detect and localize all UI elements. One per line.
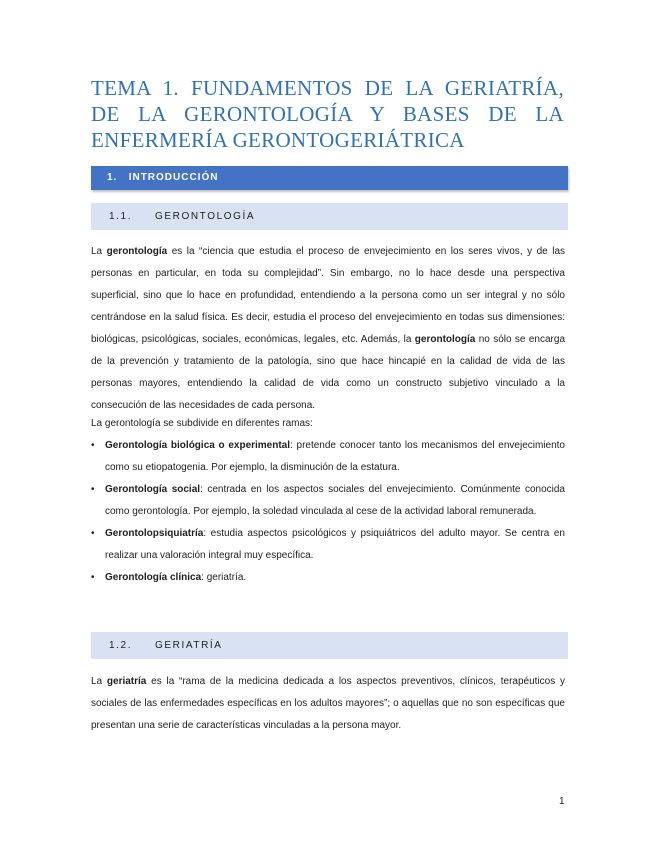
section-number: 1. [107, 172, 118, 183]
list-item [91, 435, 565, 479]
branch-text: : geriatría. [201, 572, 247, 583]
branch-text: : centrada en los aspectos sociales del envejecimiento. Comúnmente conocida como gerontología. Por ejemplo, la soledad vinculada al cese de la actividad laboral remunerada. [105, 484, 565, 517]
text-run: La [91, 676, 107, 687]
section-heading-introduccion [91, 166, 568, 190]
paragraph-gerontologia-definition [91, 241, 565, 417]
term-gerontologia: gerontología [414, 334, 476, 345]
branch-text: : pretende conocer tanto los mecanismos del envejecimiento como su etiopatogenia. Por ejemplo, la disminución de la estatura. [105, 440, 565, 473]
subsection-heading-gerontologia [91, 203, 568, 230]
bullet-icon: • [91, 528, 95, 539]
branch-term: Gerontolopsiquiatría [105, 528, 204, 539]
text-run: La [91, 246, 107, 257]
subsection-number: 1.2. [109, 640, 133, 651]
text-run: es la “ciencia que estudia el proceso de envejecimiento en los seres vivos, y de las personas en particular, en toda su complejidad”. Sin embargo, no lo hace desde una perspectiva superficial, sino que lo hace en profundidad, entendiendo a la persona como un ser integral y no sólo centrándose en la salud física. Es decir, estudia el proceso del envejecimiento en todas sus dimensiones: biológicas, psicológicas, sociales, económicas, legales, etc. Además, la [91, 246, 566, 345]
branch-text: : estudia aspectos psicológicos y psiquiátricos del adulto mayor. Se centra en realizar una valoración integral muy específica. [105, 528, 565, 561]
subsection-number: 1.1. [109, 211, 133, 222]
subsection-heading-geriatria [91, 632, 568, 659]
branch-term: Gerontología biológica o experimental [105, 440, 291, 451]
document-title: TEMA 1. FUNDAMENTOS DE LA GERIATRÍA, DE LA GERONTOLOGÍA Y BASES DE LA ENFERMERÍA GERONTOGERIÁTRICA [91, 76, 564, 152]
page-number: 1 [559, 796, 565, 807]
bullet-icon: • [91, 572, 95, 583]
term-gerontologia: gerontología [106, 246, 168, 257]
paragraph-geriatria-definition [91, 671, 565, 737]
list-item [91, 479, 565, 523]
term-geriatria: geriatría [106, 676, 147, 687]
subsection-label: GERONTOLOGÍA [155, 211, 256, 222]
list-item [91, 523, 565, 567]
paragraph-branches-intro: La gerontología se subdivide en diferentes ramas: [91, 418, 313, 429]
list-item [91, 567, 565, 589]
branch-term: Gerontología clínica [105, 572, 202, 583]
text-run: no sólo se encarga de la prevención y tratamiento de la patología, sino que hace hincapié en la calidad de vida de las personas mayores, entendiendo la calidad de vida como un constructo subjetivo vinculado a la consecución de las necesidades de cada persona. [91, 334, 566, 411]
bullet-icon: • [91, 440, 95, 451]
text-run: es la “rama de la medicina dedicada a los aspectos preventivos, clínicos, terapéuticos y sociales de las enfermedades específicas en los adultos mayores”; o aquellas que no son específicas que presentan una serie de características vinculadas a la persona mayor. [91, 676, 566, 731]
bullet-icon: • [91, 484, 95, 495]
subsection-label: GERIATRÍA [155, 640, 223, 651]
branches-list [91, 435, 565, 589]
branch-term: Gerontología social [105, 484, 201, 495]
section-label: INTRODUCCIÓN [128, 172, 219, 183]
